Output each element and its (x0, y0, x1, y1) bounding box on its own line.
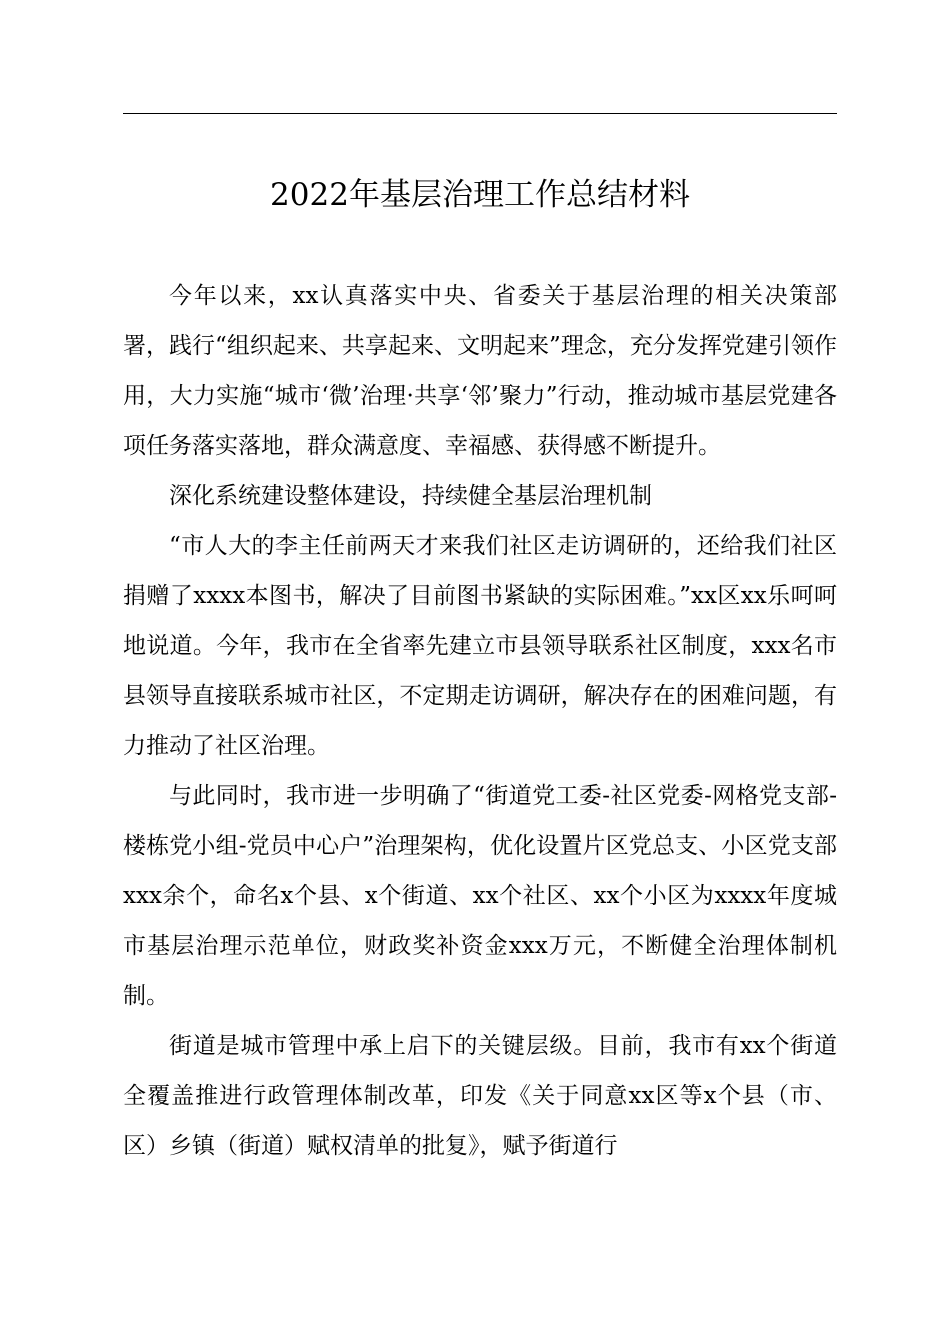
document-body (123, 271, 837, 1171)
section-heading: 深化系统建设整体建设，持续健全基层治理机制 (169, 483, 652, 509)
paragraph-intro: 今年以来，xx认真落实中央、省委关于基层治理的相关决策部署，践行“组织起来、共享起来、文明起来”理念，充分发挥党建引领作用，大力实施“城市‘微’治理·共享‘邻’聚力”行动，推动城市基层党建各项任务落实落地，群众满意度、幸福感、获得感不断提升。 (123, 283, 837, 459)
document-title: 2022年基层治理工作总结材料 (270, 177, 690, 213)
paragraph-structure: 与此同时，我市进一步明确了“街道党工委-社区党委-网格党支部-楼栋党小组-党员中心户”治理架构，优化设置片区党总支、小区党支部xxx余个，命名x个县、x个街道、xx个社区、xx个小区为xxxx年度城市基层治理示范单位，财政奖补资金xxx万元，不断健全治理体制机制。 (123, 783, 837, 1009)
paragraph-street-reform: 街道是城市管理中承上启下的关键层级。目前，我市有xx个街道全覆盖推进行政管理体制改革，印发《关于同意xx区等x个县（市、区）乡镇（街道）赋权清单的批复》，赋予街道行 (123, 1033, 837, 1159)
paragraph-quote: “市人大的李主任前两天才来我们社区走访调研的，还给我们社区捐赠了xxxx本图书，解决了目前图书紧缺的实际困难。”xx区xx乐呵呵地说道。今年，我市在全省率先建立市县领导联系社区制度，xxx名市县领导直接联系城市社区，不定期走访调研，解决存在的困难问题，有力推动了社区治理。 (123, 533, 837, 759)
header-rule (123, 113, 837, 114)
